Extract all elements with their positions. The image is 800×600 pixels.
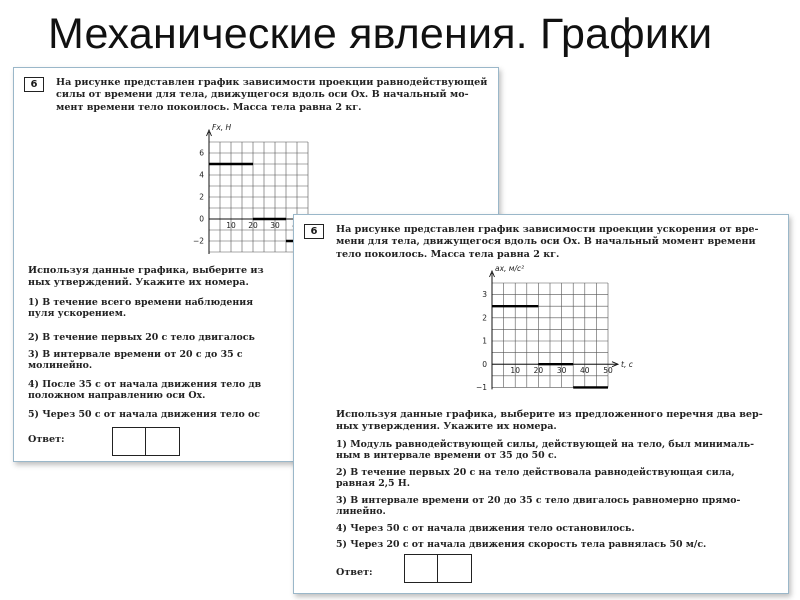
y-axis-label: ax, м/с²	[495, 264, 525, 273]
question-line: ных утверждения. Укажите их номера.	[336, 421, 557, 433]
y-tick-label: 1	[482, 336, 487, 346]
task-intro	[56, 77, 496, 114]
x-tick-label: 20	[533, 366, 544, 376]
statement-line: 2) В течение первых 20 с тело двигалось	[28, 332, 255, 343]
intro-line: На рисунке представлен график зависимости проекции равнодействующей	[56, 77, 488, 88]
statement-line: 4) Через 50 с от начала движения тело остановилось.	[336, 523, 635, 534]
statement-line: положном направлению оси Ox.	[28, 390, 206, 402]
statement-line: 2) В течение первых 20 с на тело действовала равнодействующая сила,	[336, 467, 735, 478]
intro-line: силы от времени для тела, движущегося вдоль оси Ox. В начальный мо-	[56, 89, 469, 101]
x-tick-label: 30	[270, 221, 280, 230]
y-axis-label: Fx, Н	[212, 123, 232, 132]
answer-label: Ответ:	[336, 567, 373, 578]
answer-cell-divider	[437, 555, 438, 582]
y-tick-label: 3	[482, 290, 487, 300]
statement-2	[28, 332, 318, 343]
x-tick-label: 50	[603, 366, 613, 376]
answer-cell-divider	[145, 428, 146, 455]
question-line: ных утверждений. Укажите их номера.	[28, 277, 249, 289]
intro-line: мени для тела, движущегося вдоль оси Ox. В начальный момент времени	[336, 236, 756, 248]
statement-4	[336, 523, 786, 534]
task-question	[28, 265, 318, 290]
intro-line: На рисунке представлен график зависимости проекции ускорения от вре-	[336, 224, 759, 235]
statement-line: 1) Модуль равнодействующей силы, действующей на тело, был минималь-	[336, 439, 754, 450]
statement-line: 5) Через 20 с от начала движения скорость тела равнялась 50 м/с.	[336, 539, 707, 550]
x-tick-label: 40	[580, 366, 590, 376]
answer-label: Ответ:	[28, 434, 65, 445]
y-tick-label: 0	[199, 214, 204, 224]
statement-4	[28, 379, 318, 402]
y-tick-label: −2	[192, 236, 204, 246]
force-time-graph	[164, 123, 314, 253]
statement-3	[336, 495, 786, 518]
statement-line: равная 2,5 Н.	[336, 478, 410, 490]
statement-line: 5) Через 50 с от начала движения тело ос	[28, 409, 260, 420]
statement-line: 4) После 35 с от начала движения тело дв	[28, 379, 262, 390]
statement-line: 1) В течение всего времени наблюдения	[28, 297, 254, 308]
y-tick-label: 4	[199, 170, 204, 180]
task-question	[336, 409, 786, 434]
statement-2	[336, 467, 786, 490]
task-card-acceleration	[293, 214, 789, 594]
answer-box[interactable]	[404, 554, 472, 583]
statement-line: ным в интервале времени от 35 до 50 с.	[336, 450, 557, 462]
statement-1	[28, 297, 318, 320]
x-tick-label: 10	[510, 366, 520, 376]
intro-line: тело покоилось. Масса тела равна 2 кг.	[336, 248, 560, 260]
task-intro	[336, 224, 786, 261]
statement-line: пуля ускорением.	[28, 308, 127, 320]
acceleration-time-graph	[452, 264, 642, 399]
task-number: 6	[304, 224, 324, 239]
statement-line: 3) В интервале времени от 20 до 35 с тело двигалось равномерно прямо-	[336, 495, 741, 506]
statement-line: 3) В интервале времени от 20 с до 35 с	[28, 349, 243, 360]
x-axis-label: t, с	[621, 360, 633, 370]
statement-5	[28, 409, 318, 420]
y-tick-label: 6	[199, 148, 204, 158]
x-tick-label: 20	[248, 221, 258, 230]
statement-5	[336, 539, 786, 550]
y-tick-label: 0	[482, 359, 487, 369]
question-line: Используя данные графика, выберите из предложенного перечня два вер-	[336, 409, 763, 420]
statement-line: молинейно.	[28, 360, 93, 372]
y-tick-label: 2	[482, 313, 487, 323]
intro-line: мент времени тело покоилось. Масса тела равна 2 кг.	[56, 101, 362, 113]
answer-box[interactable]	[112, 427, 180, 456]
y-tick-label: 2	[199, 192, 204, 202]
y-tick-label: −1	[475, 383, 487, 392]
question-line: Используя данные графика, выберите из	[28, 265, 264, 276]
task-number: 6	[24, 77, 44, 92]
statement-1	[336, 439, 786, 462]
slide-title: Механические явления. Графики	[48, 10, 713, 58]
x-tick-label: 10	[226, 221, 236, 230]
statement-line: линейно.	[336, 506, 386, 518]
x-tick-label: 30	[556, 366, 567, 376]
statement-3	[28, 349, 318, 372]
